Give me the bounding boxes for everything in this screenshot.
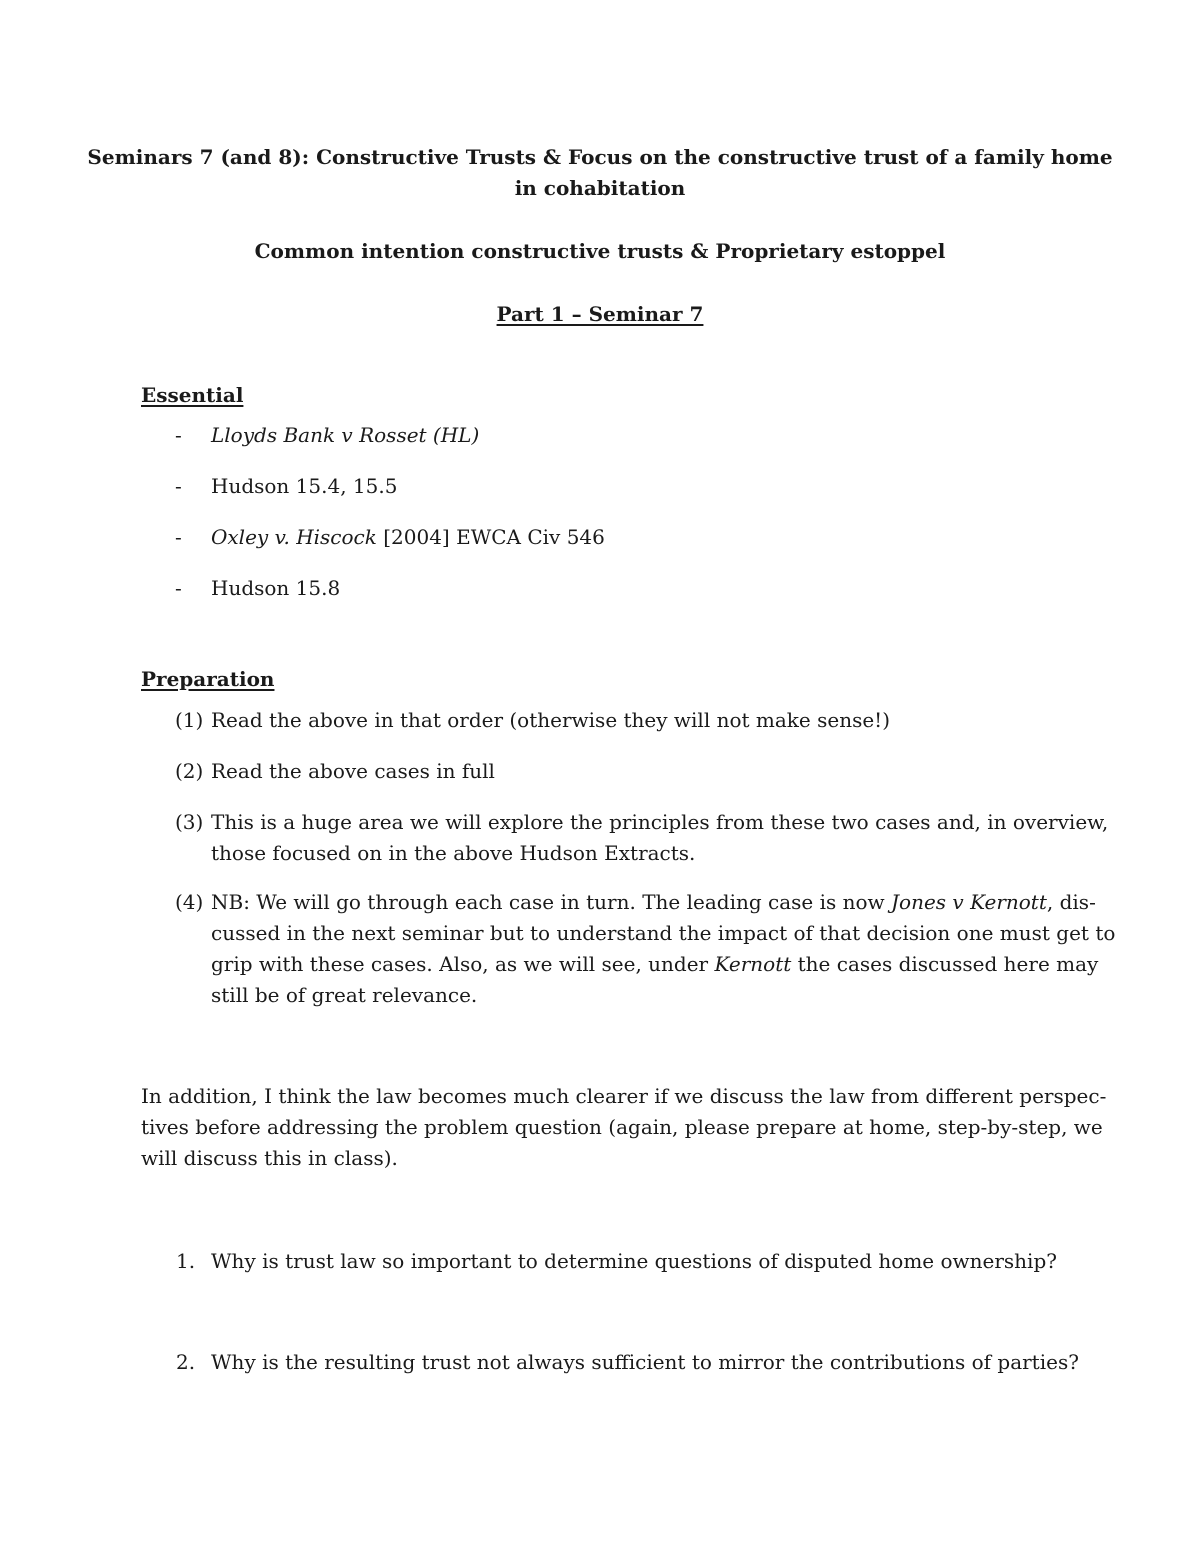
case-name: Jones v Kernott bbox=[891, 890, 1047, 914]
list-dash: - bbox=[175, 474, 182, 498]
document-title-line-1: Seminars 7 (and 8): Constructive Trusts & Focus on the constructive trust of a family home bbox=[87, 145, 1113, 169]
item-number: (4) bbox=[175, 890, 204, 914]
item-text: [2004] EWCA Civ 546 bbox=[376, 525, 605, 549]
item-text: Read the above in that order (otherwise they will not make sense!) bbox=[211, 708, 891, 732]
item-text: those focused on in the above Hudson Extracts. bbox=[211, 841, 696, 865]
item-text: still be of great relevance. bbox=[211, 983, 478, 1007]
paragraph-line: will discuss this in class). bbox=[141, 1146, 398, 1170]
question-text: Why is trust law so important to determine questions of disputed home ownership? bbox=[211, 1249, 1057, 1273]
paragraph-line: In addition, I think the law becomes much clearer if we discuss the law from different perspec- bbox=[141, 1084, 1107, 1108]
question-number: 2. bbox=[176, 1350, 196, 1374]
question-text: Why is the resulting trust not always sufficient to mirror the contributions of parties? bbox=[211, 1350, 1079, 1374]
item-text: Hudson 15.4, 15.5 bbox=[211, 474, 398, 498]
case-name: Lloyds Bank v Rosset (HL) bbox=[211, 423, 480, 447]
document-title-line-2: in cohabitation bbox=[514, 176, 686, 200]
document-subtitle: Common intention constructive trusts & Proprietary estoppel bbox=[254, 239, 946, 263]
list-dash: - bbox=[175, 525, 182, 549]
item-number: (3) bbox=[175, 810, 204, 834]
item-text: This is a huge area we will explore the principles from these two cases and, in overview, bbox=[211, 810, 1109, 834]
list-dash: - bbox=[175, 423, 182, 447]
case-name: Oxley v. Hiscock bbox=[211, 525, 377, 549]
paragraph-line: tives before addressing the problem question (again, please prepare at home, step-by-step, we bbox=[141, 1115, 1103, 1139]
item-number: (2) bbox=[175, 759, 204, 783]
item-text: grip with these cases. Also, as we will see, under bbox=[211, 952, 715, 976]
item-text: Hudson 15.8 bbox=[211, 576, 341, 600]
list-dash: - bbox=[175, 576, 182, 600]
question-number: 1. bbox=[176, 1249, 196, 1273]
item-text: , dis- bbox=[1046, 890, 1096, 914]
item-number: (1) bbox=[175, 708, 204, 732]
part-heading bbox=[0, 298, 1200, 330]
case-name: Kernott bbox=[714, 952, 792, 976]
item-text: NB: We will go through each case in turn. The leading case is now bbox=[211, 890, 892, 914]
item-text: the cases discussed here may bbox=[791, 952, 1099, 976]
essential-heading: Essential bbox=[141, 383, 244, 407]
item-text: cussed in the next seminar but to understand the impact of that decision one must get to bbox=[211, 921, 1116, 945]
preparation-heading: Preparation bbox=[141, 667, 275, 691]
item-text: Read the above cases in full bbox=[211, 759, 495, 783]
part-heading-text: Part 1 – Seminar 7 bbox=[496, 302, 704, 326]
